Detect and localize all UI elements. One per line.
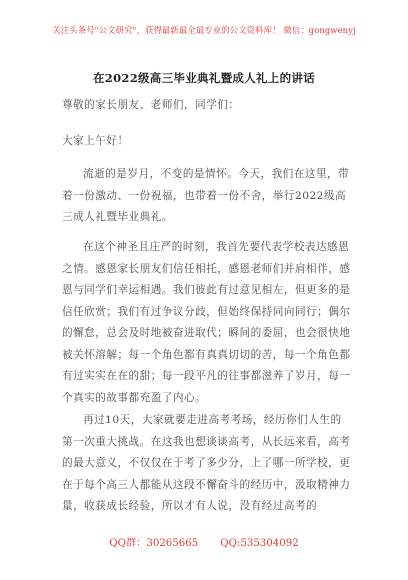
- paragraph-2: 在这个神圣且庄严的时刻，我首先要代表学校表达感恩之情。感恩家长朋友们信任相托，感恩老师们并肩相伴，感恩与同学们幸运相遇。我们彼此有过意见相左，但更多的是信任欣赏；我们有过争议分歧，但始终保持同向同行；偶尔的懈怠，总会及时地被奋进取代；瞬间的委屈，也会很快地被关怀溶解；每一个角色都有真真切切的苦，每一个角色都有过实实在在的甜；每一段平凡的往事都滋养了岁月，每一个真实的故事都充盈了内心。: [62, 241, 351, 404]
- qq-group: QQ群：30265665: [109, 538, 199, 549]
- paragraph-1: 流逝的是岁月，不变的是情怀。今天，我们在这里，带着一份激动、一份祝福，也带着一份不舍，举行2022级高三成人礼暨毕业典礼。: [62, 168, 350, 223]
- promo-header: 关注头条号"公文研究"，获得最新最全最专业的公文资料库！ 微信：gongwenyj: [52, 25, 356, 35]
- qq-number: QQ:535304092: [220, 538, 299, 549]
- greeting: 大家上午好！: [62, 135, 129, 147]
- paragraph-3: 再过10天，大家就要走进高考考场，经历你们人生的第一次重大挑战。在这我也想谈谈高考，从长远来看，高考的最大意义，不仅仅在于考了多少分，上了哪一所学校，更在于每个高三人都能从这段不懈奋斗的经历中，汲取精神力量，收获成长经验，所以才有人说，没有经过高考的: [62, 414, 351, 512]
- salutation: 尊敬的家长朋友、老师们，同学们：: [62, 99, 240, 111]
- contact-footer: [0, 534, 408, 549]
- speech-title: 在2022级高三毕业典礼暨成人礼上的讲话: [92, 71, 315, 85]
